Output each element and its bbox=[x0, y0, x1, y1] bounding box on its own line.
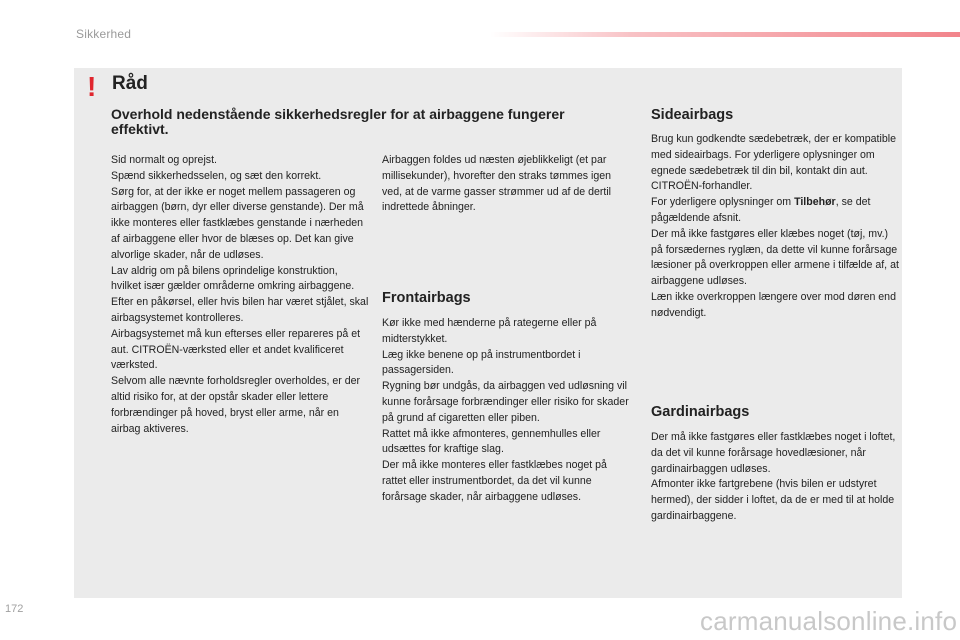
gardinairbags-text: Der må ikke fastgøres eller fastklæbes noget i loftet, da det vil kunne forårsage hovedlæsioner, når gardinairbaggen udløses. Afmonter ikke fartgrebene (hvis bilen er udstyret hermed), der sidder i loftet, da de er med til at holde gardinairbaggene. bbox=[651, 431, 896, 522]
general-advice-text: Sid normalt og oprejst. Spænd sikkerhedsselen, og sæt den korrekt. Sørg for, at der ikke er noget mellem passageren og airbaggen (børn, dyr eller diverse genstande). Der må ikke monteres eller fastklæbes genstande i nærheden af airbaggene eller hvor de blæses op. Det kan give alvorlige skader, når de udløses. Lav aldrig om på bilens oprindelige konstruktion, hvilket især gælder områderne omkring airbaggene. Efter en påkørsel, eller hvis bilen har været stjålet, skal airbagsystemet kontrolleres. Airbagsystemet må kun efterses eller repareres på et aut. CITROËN-værksted eller et andet kvalificeret værksted. Selvom alle nævnte forholdsregler overholdes, er der altid risiko for, at der opstår skader eller lettere forbrændinger på hoved, bryst eller arme, når en airbag aktiveres. bbox=[111, 154, 369, 435]
sideairbags-text-part-2: , se det pågældende afsnit. Der må ikke fastgøres eller klæbes noget (tøj, mv.) på forsædernes ryglæn, da dette vil kunne forårsage læsioner på overkroppen eller armene i tilfælde af, at airbaggene udløses. Læn ikke overkroppen længere over mod døren end nødvendigt. bbox=[651, 196, 899, 319]
header-accent-bar bbox=[490, 32, 960, 37]
frontairbags-heading: Frontairbags bbox=[382, 290, 471, 306]
gardinairbags-heading: Gardinairbags bbox=[651, 404, 750, 420]
sideairbags-text bbox=[651, 132, 901, 322]
lead-heading: Overhold nedenstående sikkerhedsregler for at airbaggene fungerer effektivt. bbox=[111, 106, 565, 137]
page-number: 172 bbox=[5, 603, 24, 615]
panel-title: Råd bbox=[112, 73, 148, 94]
warning-icon: ! bbox=[87, 71, 97, 102]
tilbehor-link-text: Tilbehør bbox=[794, 196, 836, 209]
sideairbags-text-part-1: Brug kun godkendte sædebetræk, der er kompatible med sideairbags. For yderligere oplysninger om egnede sædebetræk til din bil, kontakt din aut. CITROËN-forhandler. For yderligere oplysninger om bbox=[651, 133, 896, 209]
frontairbags-text: Kør ikke med hænderne på rategerne eller på midterstykket. Læg ikke benene op på instrumentbordet i passagersiden. Rygning bør undgås, da airbaggen ved udløsning vil kunne forårsage forbrændinger eller risiko for skader på grund af cigaretten eller piben. Rattet må ikke afmonteres, gennemhulles eller udsættes for kraftige slag. Der må ikke monteres eller fastklæbes noget på rattet eller instrumentbordet, da det vil kunne forårsage skader, når airbaggene udløses. bbox=[382, 317, 629, 503]
watermark: carmanualsonline.info bbox=[700, 606, 958, 636]
section-header: Sikkerhed bbox=[76, 27, 132, 41]
airbag-deployment-text: Airbaggen foldes ud næsten øjeblikkeligt (et par millisekunder), hvorefter den straks tømmes igen ved, at de varme gasser strømmer ud af de dertil indrettede åbninger. bbox=[382, 154, 612, 214]
sideairbags-heading: Sideairbags bbox=[651, 107, 734, 123]
